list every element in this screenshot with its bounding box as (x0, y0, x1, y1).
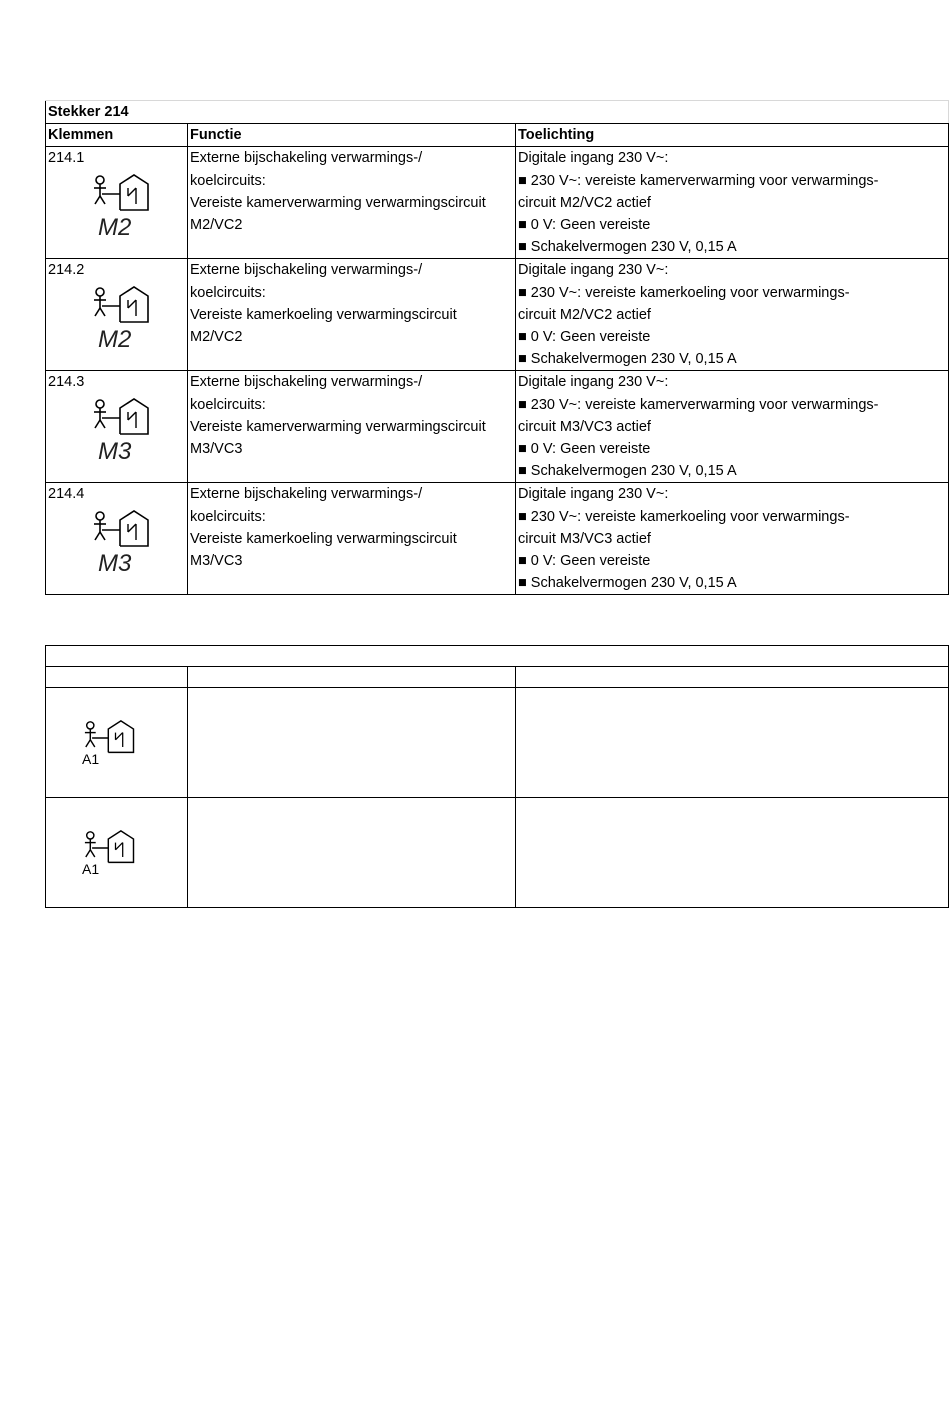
terminal-id: 214.1 (48, 150, 85, 167)
terminal-table-214 (45, 100, 949, 595)
explanation-line: ■ Schakelvermogen 230 V, 0,15 A (518, 351, 737, 368)
table-row (46, 483, 949, 595)
explanation-line: ■ Schakelvermogen 230 V, 0,15 A (518, 239, 737, 256)
explanation-line: Digitale ingang 230 V~: (518, 262, 669, 279)
terminal-cell (46, 483, 188, 595)
explanation-line: ■ 0 V: Geen vereiste (518, 217, 651, 234)
explanation-line: Digitale ingang 230 V~: (518, 150, 669, 167)
explanation-cell (516, 147, 949, 259)
function-cell (188, 147, 516, 259)
explanation-line: ■ 230 V~: vereiste kamerkoeling voor verwarmings- (518, 508, 850, 525)
explanation-cell (516, 483, 949, 595)
function-line: M3/VC3 (190, 553, 243, 570)
header-cell (46, 667, 188, 688)
function-cell (188, 688, 516, 798)
terminal-cell (46, 147, 188, 259)
person-house-switch-icon (48, 506, 185, 590)
terminal-id: 214.2 (48, 262, 85, 279)
table-header-row (46, 667, 949, 688)
symbol-label: A1 (82, 861, 100, 877)
table-row (46, 798, 949, 908)
terminal-id: 214.4 (48, 486, 85, 503)
explanation-line: ■ 230 V~: vereiste kamerverwarming voor verwarmings- (518, 172, 879, 189)
person-house-switch-icon (48, 394, 185, 478)
table-title-row (46, 101, 949, 124)
explanation-line: circuit M3/VC3 actief (518, 418, 651, 435)
header-toelichting: Toelichting (516, 124, 949, 147)
function-line: koelcircuits: (190, 284, 266, 301)
explanation-cell (516, 798, 949, 908)
table-title: Stekker 214 (46, 101, 949, 124)
table-header-row (46, 124, 949, 147)
function-line: M3/VC3 (190, 441, 243, 458)
function-line: koelcircuits: (190, 396, 266, 413)
table-row (46, 371, 949, 483)
terminal-cell (46, 798, 188, 908)
person-house-switch-icon (48, 170, 185, 254)
explanation-line: ■ 230 V~: vereiste kamerverwarming voor verwarmings- (518, 396, 879, 413)
person-house-switch-icon (48, 688, 185, 788)
function-cell (188, 259, 516, 371)
explanation-line: circuit M3/VC3 actief (518, 530, 651, 547)
function-cell (188, 371, 516, 483)
explanation-line: ■ 230 V~: vereiste kamerkoeling voor verwarmings- (518, 284, 850, 301)
function-line: Externe bijschakeling verwarmings-/ (190, 262, 423, 279)
header-klemmen: Klemmen (46, 124, 188, 147)
explanation-line: circuit M2/VC2 actief (518, 306, 651, 323)
function-line: koelcircuits: (190, 172, 266, 189)
explanation-line: ■ 0 V: Geen vereiste (518, 329, 651, 346)
symbol-label: M3 (98, 437, 132, 465)
person-house-switch-icon (48, 282, 185, 366)
table-title-row (46, 646, 949, 667)
header-cell (516, 667, 949, 688)
explanation-line: ■ 0 V: Geen vereiste (518, 553, 651, 570)
header-cell (188, 667, 516, 688)
explanation-cell (516, 688, 949, 798)
symbol-label: M2 (98, 213, 132, 241)
explanation-line: Digitale ingang 230 V~: (518, 374, 669, 391)
explanation-line: circuit M2/VC2 actief (518, 194, 651, 211)
function-line: Vereiste kamerverwarming verwarmingscircuit (190, 194, 486, 211)
function-line: M2/VC2 (190, 329, 243, 346)
terminal-cell (46, 371, 188, 483)
function-line: Externe bijschakeling verwarmings-/ (190, 150, 423, 167)
explanation-cell (516, 371, 949, 483)
explanation-line: ■ Schakelvermogen 230 V, 0,15 A (518, 575, 737, 592)
function-cell (188, 483, 516, 595)
table-row (46, 688, 949, 798)
explanation-line: Digitale ingang 230 V~: (518, 486, 669, 503)
header-functie: Functie (188, 124, 516, 147)
function-line: Externe bijschakeling verwarmings-/ (190, 486, 423, 503)
function-cell (188, 798, 516, 908)
person-house-switch-icon (48, 798, 185, 898)
symbol-label: A1 (82, 751, 100, 767)
function-line: Vereiste kamerkoeling verwarmingscircuit (190, 306, 457, 323)
explanation-line: ■ 0 V: Geen vereiste (518, 441, 651, 458)
explanation-line: ■ Schakelvermogen 230 V, 0,15 A (518, 463, 737, 480)
symbol-label: M2 (98, 325, 132, 353)
table-title (46, 646, 949, 667)
explanation-cell (516, 259, 949, 371)
terminal-table-empty (45, 645, 949, 908)
table-row (46, 259, 949, 371)
function-line: Externe bijschakeling verwarmings-/ (190, 374, 423, 391)
table-row (46, 147, 949, 259)
function-line: Vereiste kamerkoeling verwarmingscircuit (190, 530, 457, 547)
function-line: Vereiste kamerverwarming verwarmingscircuit (190, 418, 486, 435)
function-line: koelcircuits: (190, 508, 266, 525)
symbol-label: M3 (98, 549, 132, 577)
terminal-id: 214.3 (48, 374, 85, 391)
terminal-cell (46, 688, 188, 798)
function-line: M2/VC2 (190, 217, 243, 234)
terminal-cell (46, 259, 188, 371)
